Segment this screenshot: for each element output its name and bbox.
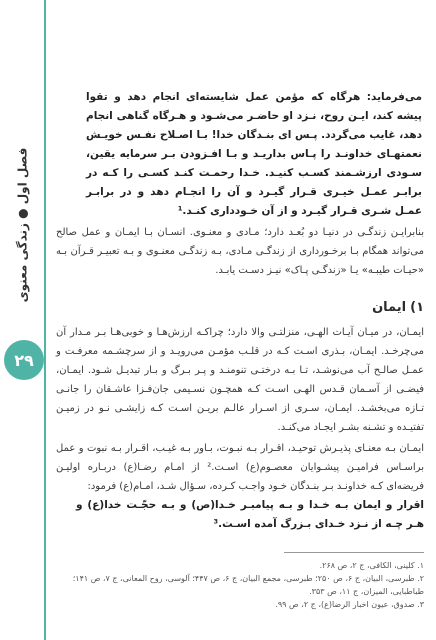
footnote-1: ۱. کلینی، الکافی، ج ۲، ص ۲۶۸.	[319, 561, 424, 570]
quote-imam: اقرار و ایمان بـه خـدا و بـه پیامبـر خـدا(ص) و بـه حجّـت خدا(ع) و هـر چـه از نـزد خـدای بـزرگ آمده اسـت.³	[76, 499, 424, 530]
footnotes	[56, 552, 424, 611]
page-number: ۲۹	[14, 350, 34, 370]
footnote-3: ۳. صدوق، عیون اخبار الرضا(ع)، ج ۲، ص ۹۹.	[275, 600, 424, 609]
page-number-badge	[4, 340, 44, 380]
footnote-divider	[284, 552, 424, 553]
paragraph-definition: ایمـان بـه معنـای پذیـرش توحیـد، اقـرار بـه نبـوت، بـاور بـه غیـب، اقـرار بـه نبوت و عمل براسـاس فرامیـن پیشـوایان معصـوم(ع) اسـت.² از امـام رضـا(ع) دربـاره اولیـن فریضه‌ای کـه خداونـد بـر بنـدگان خـود واجـب کـرده، سـؤال شـد، امـام(ع) فرمود:	[56, 443, 424, 492]
chapter-title-text: فصل اول ● زندگی معنوی	[15, 147, 29, 303]
footnote-2: ۲. طبرسی، البیان، ج ۶، ص ۲۵۰؛ طبرسی، مجمع البیان، ج ۶، ص ۴۴۷؛ آلوسی، روح المعانی، ج ۷، ص ۱۴۱؛ طباطبایی، المیزان، ج ۱۱، ص ۳۵۳.	[72, 574, 424, 596]
section-number: ۱)	[410, 300, 424, 315]
paragraph-intro: بنابرایـن زندگـی در دنیـا دو بُعـد دارد؛ مـادی و معنـوی. انسـان بـا ایمـان و عمل صالح می‌تواند همگام بـا برخـورداری از زندگـی مـادی، بـه زندگـی معنـوی و بـه تعبیـر قـرآن بـه «حیـات طیبـه» یـا «زندگـی پـاک» نیـز دسـت یابـد.	[56, 227, 424, 276]
chapter-title	[2, 147, 42, 303]
quote-block: می‌فرماید: هرگاه که مؤمن عمل شایسته‌ای انجام دهد و تقوا پیشه کند، ایـن روح، نـزد او حاضـر می‌شـود و هـرگاه گناهی انجام دهد، غایب می‌گردد. پـس ای بنـدگان خدا! بـا اصـلاح نفـس خویـش نعمتهـای خداونـد را پـاس بداریـد و بـا افـزودن بـر سرمایه یقین، سـودی ارزشـمند کسـب کنیـد. خـدا رحمـت کنـد کسـی را کـه در برابـر عمـل خیـری قـرار گیـرد و آن را انجـام دهد و در برابـر عمـل شـری قـرار گیـرد و از آن خـودداری کنـد.¹	[86, 91, 422, 217]
paragraph-faith: ایمـان، در میـان آیـات الهـی، منزلتـی والا دارد؛ چراکـه ارزش‌هـا و خوبی‌هـا بـر مـدار آن می‌چرخـد. ایمـان، بـذری اسـت کـه در قلـب مؤمـن می‌رویـد و از سرچشـمه معرفـت و عمـل صالـح آب می‌نوشـد، تـا بـه درختـی تنومنـد و پـر بـرگ و بـار تبدیـل شـود. ایمـان، فیضـی از آسـمان قـدس الهـی اسـت کـه همچـون نسـیمی جان‌فـزا عاشـقان را جانـی تـازه می‌بخشـد. ایمـان، سـری از اسـرار عالـم بریـن اسـت کـه زایشـی نـو در زمیـن تفتیـده و تشـنه بشـر ایجـاد می‌کنـد.	[56, 327, 424, 433]
section-title: ایمان	[372, 300, 407, 315]
sidebar	[0, 0, 50, 640]
main-content	[56, 88, 424, 534]
section-heading	[56, 300, 424, 315]
sidebar-divider	[44, 0, 46, 640]
